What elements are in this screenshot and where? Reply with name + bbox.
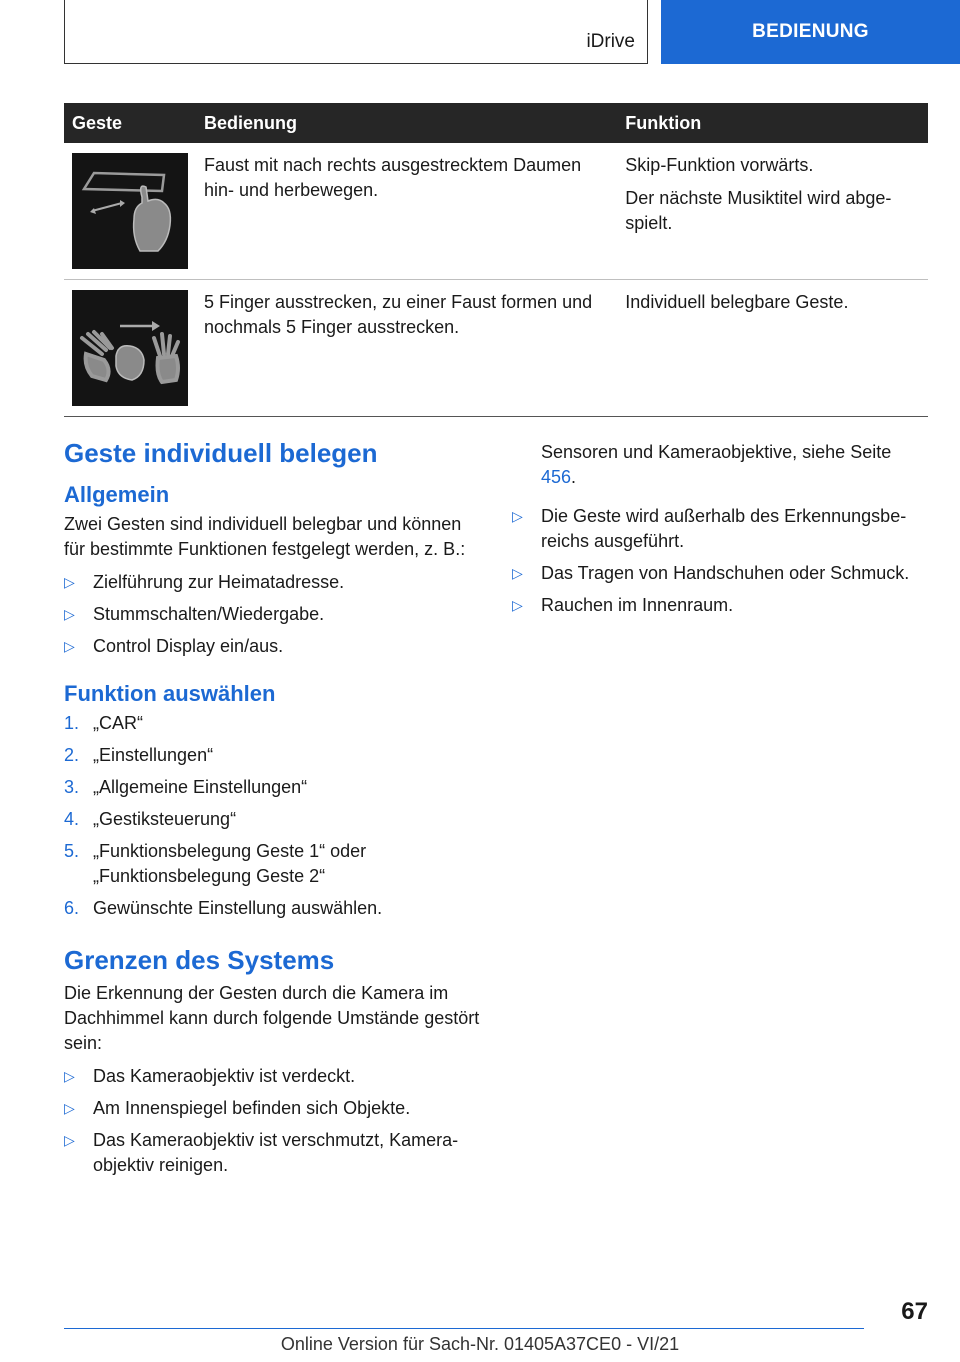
fist-thumb-wave-gesture-icon [72,153,188,269]
limits-list-continued [512,440,930,618]
list-item: 5. „Funktionsbelegung Geste 1“ oder „Funktionsbelegung Geste 2“ [64,841,367,886]
triangle-bullet-icon: ▷ [64,1100,75,1116]
five-finger-fist-gesture-icon [72,290,188,406]
page-number: 67 [901,1298,928,1325]
steps-list [64,711,484,921]
list-item: 6. Gewünschte Einstellung auswählen. [64,898,383,918]
list-item: ▷ Am Innenspiegel befinden sich Objekte. [64,1096,484,1121]
list-item-continued: Sensoren und Kameraobjektive, siehe Seite 456. [541,442,892,487]
limits-list [64,1064,484,1178]
heading-assign-gesture: Geste individuell belegen [64,438,378,468]
gesture-image-cell [64,280,196,417]
list-item: ▷ Stummschalten/Wiedergabe. [64,602,484,627]
list-item: ▷ Zielführung zur Heimatadresse. [64,570,484,595]
gesture-image-cell [64,143,196,280]
list-item: ▷ Das Kameraobjektiv ist verdeckt. [64,1064,484,1089]
list-item: ▷ Die Geste wird außerhalb des Erkennungsbereichs ausgeführt. [512,506,907,551]
heading-select-function: Funktion auswählen [64,681,276,706]
table-row [64,143,928,280]
list-item: ▷ Rauchen im Innenraum. [512,593,930,618]
right-column [512,440,930,632]
list-item: 2. „Einstellungen“ [64,745,214,765]
triangle-bullet-icon: ▷ [64,574,75,590]
list-item: 3. „Allgemeine Einstellungen“ [64,777,308,797]
operation-cell: Faust mit nach rechts ausgestrecktem Daumen hin- und herbewegen. [196,143,617,280]
operation-cell: 5 Finger ausstrecken, zu einer Faust formen und nochmals 5 Finger ausstrecken. [196,280,617,417]
triangle-bullet-icon: ▷ [512,508,523,524]
triangle-bullet-icon: ▷ [64,606,75,622]
triangle-bullet-icon: ▷ [512,597,523,613]
table-header-row [64,103,928,143]
list-item: ▷ Control Display ein/aus. [64,634,484,659]
triangle-bullet-icon: ▷ [64,1068,75,1084]
list-item: 1. „CAR“ [64,713,143,733]
triangle-bullet-icon: ▷ [512,565,523,581]
function-cell: Individuell belegbare Geste. [617,280,928,417]
header-chapter-tab[interactable]: BEDIENUNG [661,0,960,64]
header-section-box [64,0,648,64]
left-column [64,436,484,1192]
limits-text: Die Erkennung der Gesten durch die Kamera im Dachhimmel kann durch folgende Umstände gestört sein: [64,983,480,1053]
list-item: ▷ Das Kameraobjektiv ist verschmutzt, Kameraobjektiv reinigen. [64,1130,459,1175]
column-header-function: Funktion [617,103,928,143]
heading-system-limits: Grenzen des Systems [64,945,335,975]
column-header-operation: Bedienung [196,103,617,143]
triangle-bullet-icon: ▷ [64,1132,75,1148]
general-list [64,570,484,659]
page-reference-link[interactable]: 456 [541,467,572,487]
column-header-gesture: Geste [64,103,196,143]
table-row [64,280,928,417]
heading-general: Allgemein [64,482,170,507]
function-cell: Skip-Funktion vorwärts. Der nächste Musiktitel wird abgespielt. [617,143,928,280]
general-text: Zwei Gesten sind individuell belegbar und können für bestimmte Funktionen festgelegt werden, z. B.: [64,514,466,559]
gesture-table [64,103,928,417]
list-item: ▷ Das Tragen von Handschuhen oder Schmuck. [512,561,930,586]
header-section-label: iDrive [586,31,635,52]
triangle-bullet-icon: ▷ [64,638,75,654]
list-item: 4. „Gestiksteuerung“ [64,809,237,829]
footer-online-version: Online Version für Sach-Nr. 01405A37CE0 - VI/21 [280,1334,680,1354]
footer-divider [64,1328,864,1329]
